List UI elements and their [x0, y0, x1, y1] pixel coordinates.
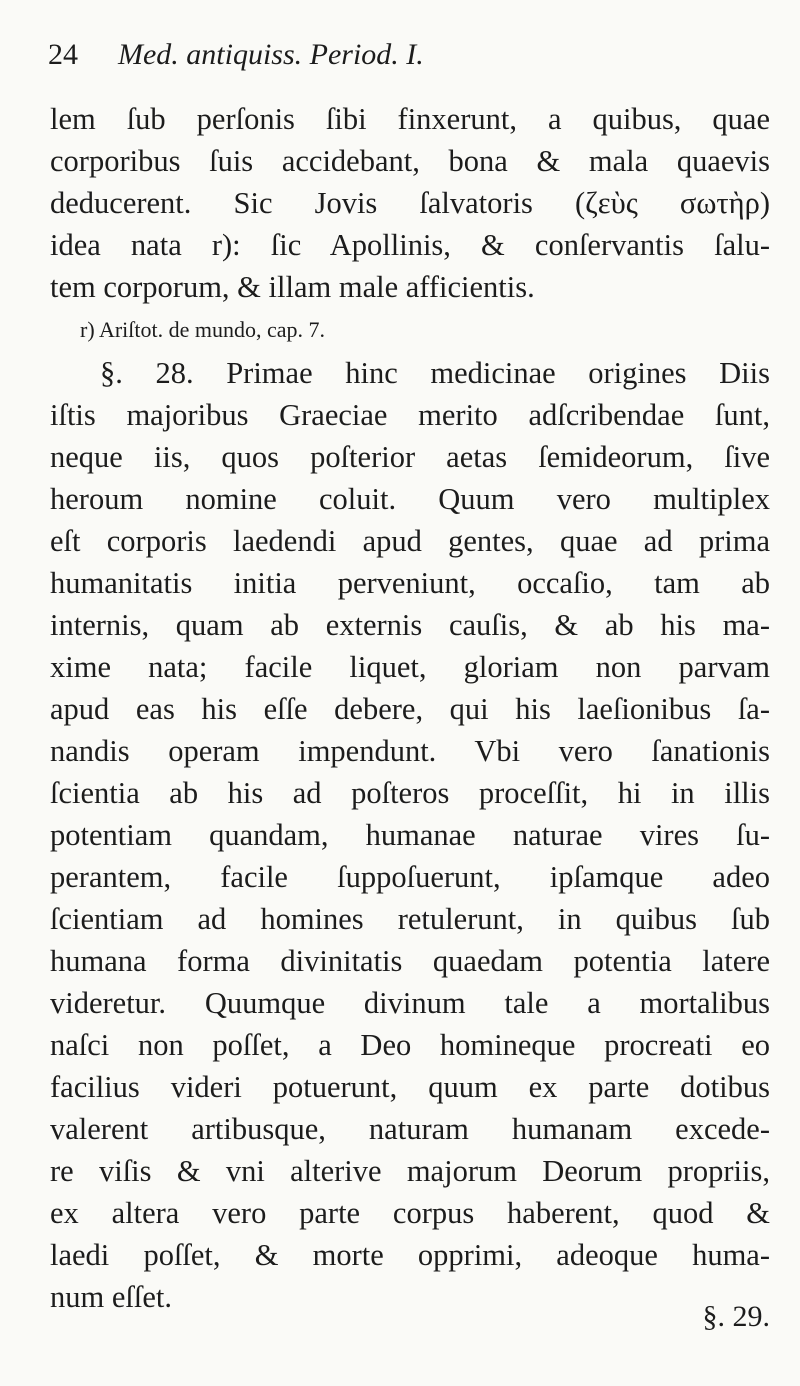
catchword: §. 29.	[702, 1300, 770, 1333]
text-line: neque iis, quos poſterior aetas ſemideorum, ſive	[50, 440, 770, 474]
text-line: lem ſub perſonis ſibi finxerunt, a quibus, quae	[50, 102, 770, 136]
text-line: humanitatis initia perveniunt, occaſio, tam ab	[50, 566, 770, 600]
text-line: laedi poſſet, & morte opprimi, adeoque huma-	[50, 1238, 770, 1272]
section-heading-line: §. 28. Primae hinc medicinae origines Diis	[100, 356, 770, 390]
text-line: ſcientiam ad homines retulerunt, in quibus ſub	[50, 902, 770, 936]
text-line: valerent artibusque, naturam humanam excede-	[50, 1112, 770, 1146]
text-line: heroum nomine coluit. Quum vero multiplex	[50, 482, 770, 516]
text-line: num eſſet.	[50, 1280, 172, 1314]
text-line: ſcientia ab his ad poſteros proceſſit, hi in illis	[50, 776, 770, 810]
text-line: iſtis majoribus Graeciae merito adſcribendae ſunt,	[50, 398, 770, 432]
paragraph-2	[50, 352, 770, 1318]
text-line: naſci non poſſet, a Deo homineque procreati eo	[50, 1028, 770, 1062]
text-line: videretur. Quumque divinum tale a mortalibus	[50, 986, 770, 1020]
text-line: re viſis & vni alterive majorum Deorum propriis,	[50, 1154, 770, 1188]
text-line: deducerent. Sic Jovis ſalvatoris (ζεὺς σωτὴρ)	[50, 186, 770, 220]
paragraph-1	[50, 98, 770, 308]
text-line: xime nata; facile liquet, gloriam non parvam	[50, 650, 770, 684]
running-title: Med. antiquiss. Period. I.	[118, 38, 424, 71]
text-line: potentiam quandam, humanae naturae vires ſu-	[50, 818, 770, 852]
text-line: perantem, facile ſuppoſuerunt, ipſamque adeo	[50, 860, 770, 894]
text-line: humana forma divinitatis quaedam potentia latere	[50, 944, 770, 978]
text-line: tem corporum, & illam male afficientis.	[50, 270, 535, 304]
page-body	[50, 98, 770, 1318]
footnote: r) Ariſtot. de mundo, cap. 7.	[80, 317, 326, 342]
text-line: facilius videri potuerunt, quum ex parte dotibus	[50, 1070, 770, 1104]
text-line: idea nata r): ſic Apollinis, & conſervantis ſalu-	[50, 228, 770, 262]
text-line: apud eas his eſſe debere, qui his laeſionibus ſa-	[50, 692, 770, 726]
text-line: corporibus ſuis accidebant, bona & mala quaevis	[50, 144, 770, 178]
text-line: nandis operam impendunt. Vbi vero ſanationis	[50, 734, 770, 768]
text-line: internis, quam ab externis cauſis, & ab his ma-	[50, 608, 770, 642]
running-header	[48, 38, 768, 72]
text-line: ex altera vero parte corpus haberent, quod &	[50, 1196, 770, 1230]
text-line: eſt corporis laedendi apud gentes, quae ad prima	[50, 524, 770, 558]
page-number: 24	[48, 38, 78, 71]
